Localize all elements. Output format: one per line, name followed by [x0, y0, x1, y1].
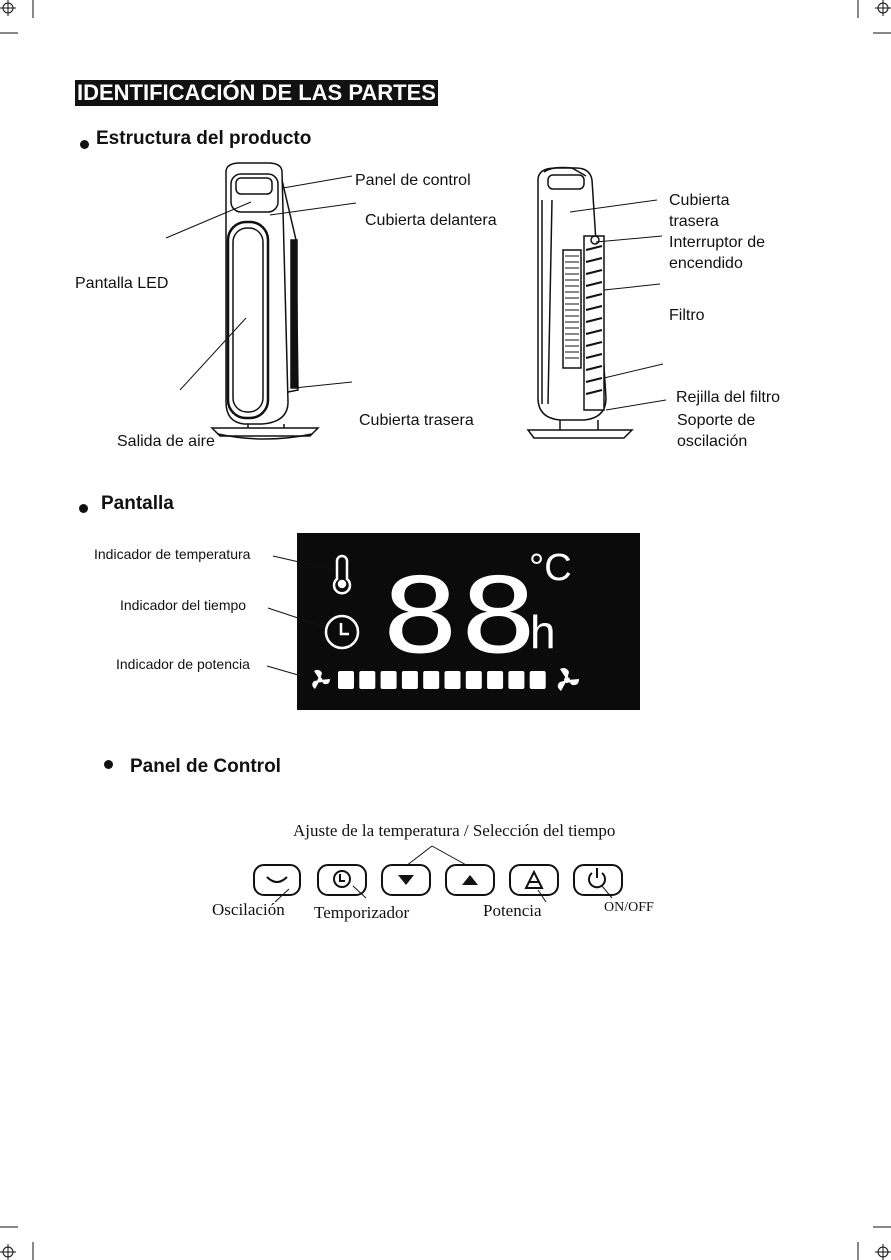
label-power: Potencia [483, 901, 542, 920]
label-oscillation: Oscilación [212, 900, 285, 919]
label-on-off: ON/OFF [604, 900, 654, 915]
celsius-unit: °C [529, 547, 572, 589]
oscillation-icon [267, 877, 287, 882]
label-temperature-indicator: Indicador de temperatura [94, 546, 251, 562]
arrow-up-icon [462, 875, 478, 885]
label-led-display: Pantalla LED [75, 275, 169, 292]
section-display-heading: Pantalla [101, 493, 174, 514]
triangle-icon [526, 872, 542, 888]
section-control-heading: Panel de Control [130, 756, 281, 777]
label-time-indicator: Indicador del tiempo [120, 597, 247, 613]
label-filter: Filtro [669, 307, 705, 324]
page-title: IDENTIFICACIÓN DE LAS PARTES [77, 80, 436, 105]
label-temp-time-adjust: Ajuste de la temperatura / Selección del tiempo [293, 821, 616, 840]
label-rear-cover: Cubierta trasera [669, 192, 730, 230]
digit-readout: 88 [381, 555, 538, 677]
power-button[interactable] [510, 865, 558, 895]
label-air-outlet: Salida de aire [117, 433, 215, 450]
hour-unit: h [530, 606, 556, 658]
label-filter-grille: Rejilla del filtro [676, 389, 781, 406]
label-power-indicator: Indicador de potencia [116, 656, 250, 672]
label-timer: Temporizador [314, 903, 410, 922]
label-rear-cover-front: Cubierta trasera [359, 412, 474, 429]
label-front-cover: Cubierta delantera [365, 212, 497, 229]
timer-icon [334, 871, 350, 887]
label-oscillation-base: Soporte de oscilación [677, 412, 756, 450]
label-control-panel: Panel de control [355, 172, 471, 189]
arrow-down-icon [398, 875, 414, 885]
section-structure-heading: Estructura del producto [96, 128, 312, 149]
oscillation-button[interactable] [254, 865, 300, 895]
label-power-switch: Interruptor de encendido [669, 234, 766, 272]
